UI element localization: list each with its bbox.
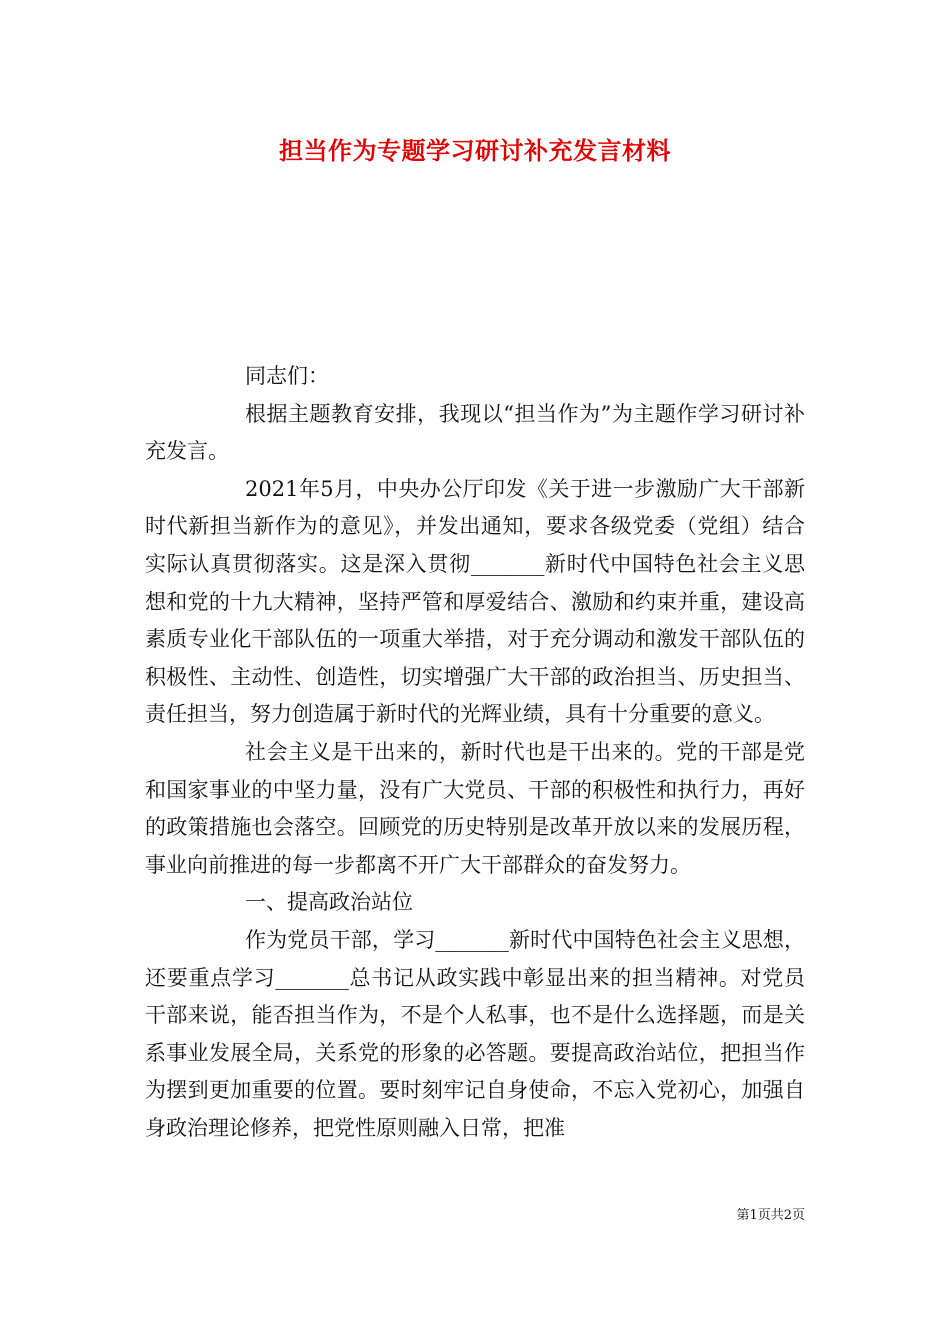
salutation: 同志们： [245, 364, 329, 388]
document-title: 担当作为专题学习研讨补充发言材料 [279, 136, 671, 165]
paragraph-background: 2021年5月，中央办公厅印发《关于进一步激励广大干部新时代新担当新作为的意见》，并发出通知，要求各级党委（党组）结合实际认真贯彻落实。这是深入贯彻_______新时代中国特色社会主义思想和党的十九大精神，坚持严管和厚爱结合、激励和约束并重，建设高素质专业化干部队伍的一项重大举措，对于充分调动和激发干部队伍的积极性、主动性、创造性，切实增强广大干部的政治担当、历史担当、责任担当，努力创造属于新时代的光辉业绩，具有十分重要的意义。 [145, 476, 805, 727]
paragraph-intro: 根据主题教育安排，我现以“担当作为”为主题作学习研讨补充发言。 [145, 401, 805, 464]
page-number: 第1页共2页 [736, 1208, 805, 1223]
paragraph-significance: 社会主义是干出来的，新时代也是干出来的。党的干部是党和国家事业的中坚力量，没有广大党员、干部的积极性和执行力，再好的政策措施也会落空。回顾党的历史特别是改革开放以来的发展历程，事业向前推进的每一步都离不开广大干部群众的奋发努力。 [145, 739, 805, 877]
section-heading: 一、提高政治站位 [245, 890, 413, 915]
document-body [145, 358, 805, 1147]
section-paragraph: 作为党员干部，学习_______新时代中国特色社会主义思想，还要重点学习_______总书记从政实践中彰显出来的担当精神。对党员干部来说，能否担当作为，不是个人私事，也不是什么选择题，而是关系事业发展全局，关系党的形象的必答题。要提高政治站位，把担当作为摆到更加重要的位置。要时刻牢记自身使命，不忘入党初心，加强自身政治理论修养，把党性原则融入日常，把准 [145, 927, 805, 1140]
